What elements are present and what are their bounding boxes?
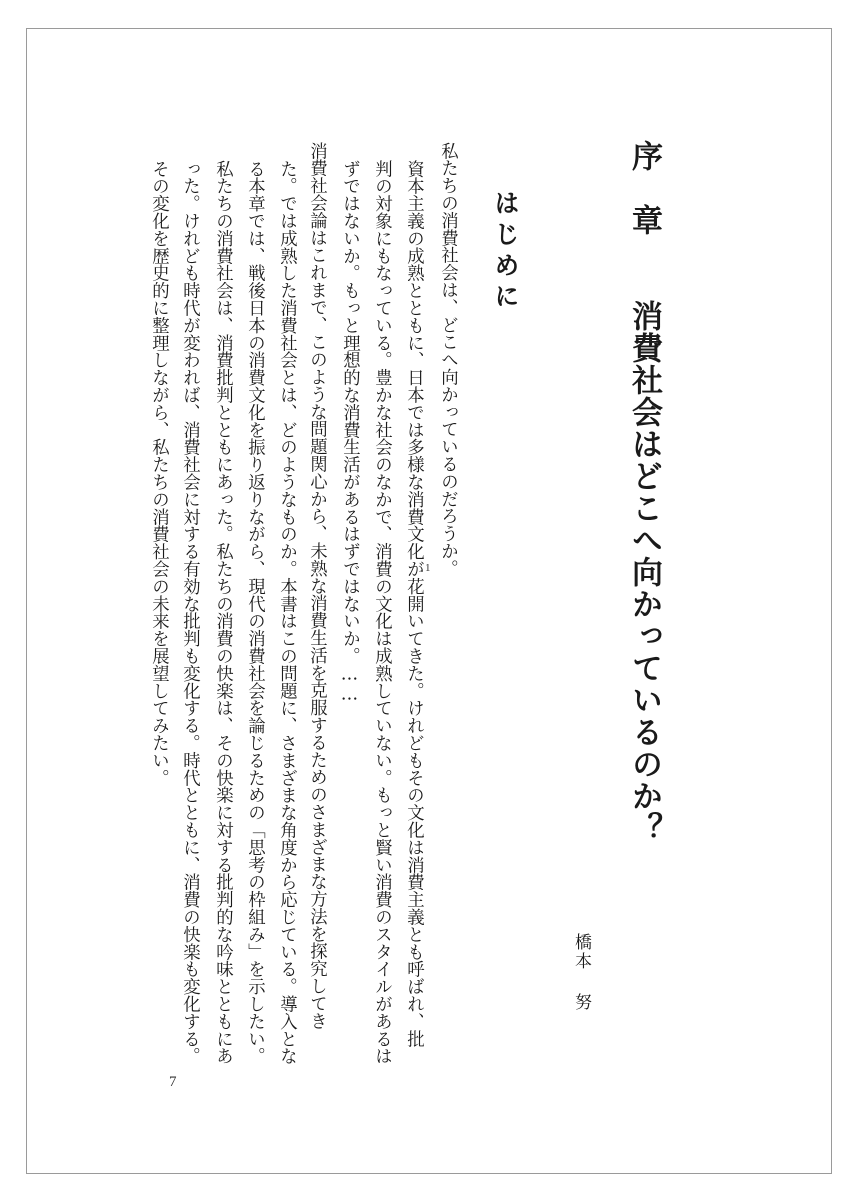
chapter-title [626,140,662,844]
author-name [572,933,589,1012]
chapter-title-text: 消費社会はどこへ向かっているのか？ [626,300,662,844]
body-column-9: った。けれども時代が変われば、消費社会に対する有効な批判も変化する。時代とともに、消費の快楽も変化する。 [179,160,200,1065]
body-column-8: 私たちの消費社会は、消費批判とともにあった。私たちの消費の快楽は、その快楽に対する批判的な吟味とともにあ [212,160,233,1065]
body-column-7: る本章では、戦後日本の消費文化を振り返りながら、現代の消費社会を論じるための「思考の枠組み」を示したい。 [244,160,265,1065]
page-frame [26,28,832,1174]
body-column-4: ずではないか。もっと理想的な消費生活があるはずではないか。…… [339,160,360,705]
author-given-name: 努 [571,993,591,1012]
note-marker: 1 [425,562,431,574]
body-column-1: 私たちの消費社会は、どこへ向かっているのだろうか。 [437,142,458,577]
page-number: 7 [169,1074,177,1090]
body-column-10: その変化を歴史的に整理しながら、私たちの消費社会の未来を展望してみたい。 [148,160,169,787]
chapter-label: 序 章 [626,140,662,236]
body-column-2: 資本主義の成熟とともに、日本では多様な消費文化が花開いてきた。けれどもその文化は消費主義とも呼ばれ、批 [403,160,424,1048]
body-column-5: 消費社会論はこれまで、このような問題関心から、未熟な消費生活を克服するためのさまざまな方法を探究してき [306,142,327,1030]
section-heading: はじめに [491,190,520,314]
body-column-3: 判の対象にもなっている。豊かな社会のなかで、消費の文化は成熟していない。もっと賢い消費のスタイルがあるは [371,160,392,1065]
author-family-name: 橋本 [571,933,591,971]
body-column-6: た。では成熟した消費社会とは、どのようなものか。本書はこの問題に、さまざまな角度から応じている。導入とな [276,160,297,1065]
